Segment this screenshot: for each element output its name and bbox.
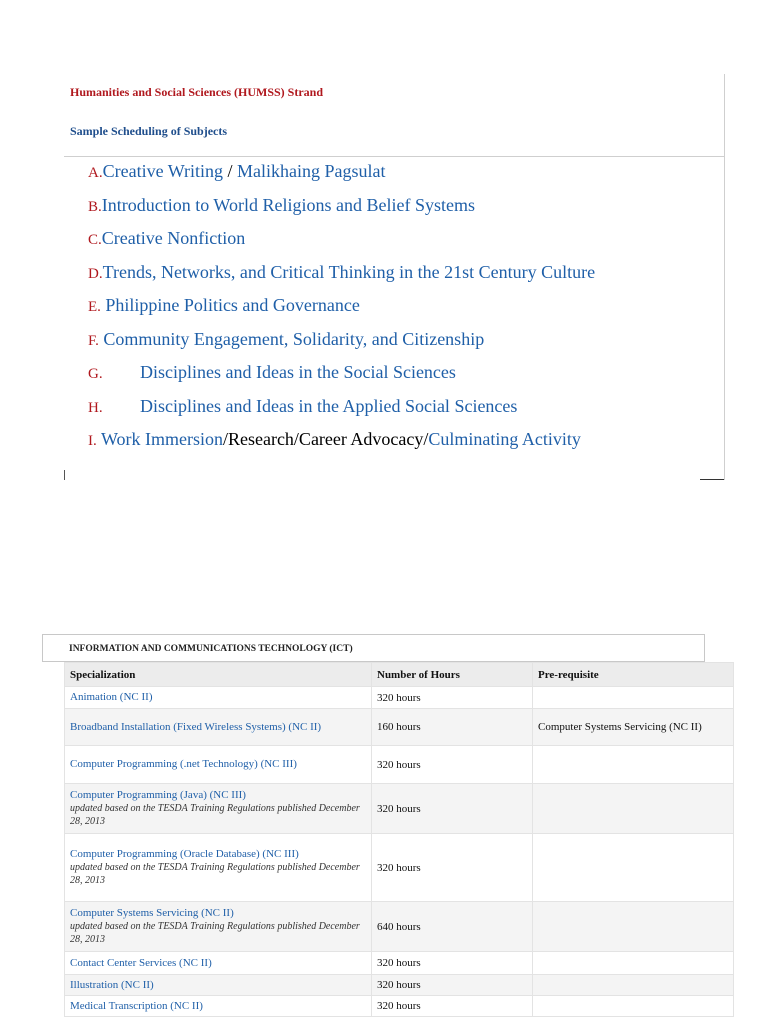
humss-subtitle: Sample Scheduling of Subjects bbox=[70, 124, 228, 138]
spec-cell[interactable]: Computer Systems Servicing (NC II) updated based on the TESDA Training Regulations published December 28, 2013 bbox=[65, 902, 372, 952]
col-hours: Number of Hours bbox=[372, 663, 533, 687]
table-row bbox=[65, 952, 734, 975]
left-rule bbox=[64, 470, 65, 480]
prereq-cell bbox=[533, 687, 734, 709]
col-specialization: Specialization bbox=[65, 663, 372, 687]
subject-f: F. Community Engagement, Solidarity, and Citizenship bbox=[88, 329, 485, 349]
table-row bbox=[65, 834, 734, 902]
col-prerequisite: Pre-requisite bbox=[533, 663, 734, 687]
subject-d-link[interactable]: Trends, Networks, and Critical Thinking in the 21st Century Culture bbox=[102, 262, 596, 282]
table-row bbox=[65, 709, 734, 746]
hours-cell: 640 hours bbox=[372, 902, 533, 952]
hours-cell: 320 hours bbox=[372, 746, 533, 784]
subject-i-link-2[interactable]: Culminating Activity bbox=[428, 429, 581, 449]
spec-cell[interactable]: Computer Programming (Oracle Database) (NC III) updated based on the TESDA Training Regulations published December 28, 2013 bbox=[65, 834, 372, 902]
hours-cell: 320 hours bbox=[372, 784, 533, 834]
hours-cell: 320 hours bbox=[372, 975, 533, 996]
subject-a: A.Creative Writing / Malikhaing Pagsulat bbox=[88, 161, 386, 181]
subject-b-link[interactable]: Introduction to World Religions and Belief Systems bbox=[101, 195, 475, 215]
hours-cell: 320 hours bbox=[372, 834, 533, 902]
subject-g: G. Disciplines and Ideas in the Social Sciences bbox=[88, 362, 456, 382]
subject-b: B.Introduction to World Religions and Belief Systems bbox=[88, 195, 475, 215]
table-header-row bbox=[65, 663, 734, 687]
prereq-cell bbox=[533, 996, 734, 1017]
spec-cell[interactable]: Contact Center Services (NC II) bbox=[65, 952, 372, 975]
prereq-cell bbox=[533, 834, 734, 902]
table-row bbox=[65, 902, 734, 952]
spec-cell[interactable]: Animation (NC II) bbox=[65, 687, 372, 709]
hours-cell: 160 hours bbox=[372, 709, 533, 746]
subject-e: E. Philippine Politics and Governance bbox=[88, 295, 360, 315]
prereq-cell bbox=[533, 784, 734, 834]
spec-cell[interactable]: Medical Transcription (NC II) bbox=[65, 996, 372, 1017]
prereq-cell bbox=[533, 975, 734, 996]
right-rule bbox=[700, 479, 724, 480]
subject-h: H. Disciplines and Ideas in the Applied Social Sciences bbox=[88, 396, 518, 416]
prereq-cell bbox=[533, 902, 734, 952]
spec-cell[interactable]: Broadband Installation (Fixed Wireless Systems) (NC II) bbox=[65, 709, 372, 746]
prereq-cell bbox=[533, 952, 734, 975]
subject-c: C.Creative Nonfiction bbox=[88, 228, 246, 248]
subject-e-link[interactable]: Philippine Politics and Governance bbox=[105, 295, 360, 315]
subject-d: D.Trends, Networks, and Critical Thinking in the 21st Century Culture bbox=[88, 262, 596, 282]
table-row bbox=[65, 996, 734, 1017]
subject-a-link[interactable]: Creative Writing bbox=[102, 161, 224, 181]
table-row bbox=[65, 975, 734, 996]
prereq-cell: Computer Systems Servicing (NC II) bbox=[533, 709, 734, 746]
ict-title: INFORMATION AND COMMUNICATIONS TECHNOLOGY (ICT) bbox=[69, 644, 353, 654]
ict-table bbox=[64, 662, 734, 1017]
subject-i-link[interactable]: Work Immersion bbox=[100, 429, 223, 449]
spec-cell[interactable]: Illustration (NC II) bbox=[65, 975, 372, 996]
update-note: updated based on the TESDA Training Regulations published December 28, 2013 bbox=[70, 862, 360, 886]
spec-cell[interactable]: Computer Programming (.net Technology) (NC III) bbox=[65, 746, 372, 784]
subject-c-link[interactable]: Creative Nonfiction bbox=[101, 228, 246, 248]
hours-cell: 320 hours bbox=[372, 687, 533, 709]
prereq-cell bbox=[533, 746, 734, 784]
table-row bbox=[65, 784, 734, 834]
table-row bbox=[65, 687, 734, 709]
humss-title: Humanities and Social Sciences (HUMSS) Strand bbox=[70, 85, 324, 99]
subject-i: I. Work Immersion/Research/Career Advocacy/Culminating Activity bbox=[88, 429, 581, 449]
spec-cell[interactable]: Computer Programming (Java) (NC III) updated based on the TESDA Training Regulations published December 28, 2013 bbox=[65, 784, 372, 834]
subject-f-link[interactable]: Community Engagement, Solidarity, and Citizenship bbox=[103, 329, 485, 349]
table-row bbox=[65, 746, 734, 784]
subject-h-link[interactable]: Disciplines and Ideas in the Applied Social Sciences bbox=[140, 396, 518, 416]
subject-g-link[interactable]: Disciplines and Ideas in the Social Sciences bbox=[140, 362, 456, 382]
update-note: updated based on the TESDA Training Regulations published December 28, 2013 bbox=[70, 921, 360, 945]
humss-divider bbox=[64, 156, 724, 157]
hours-cell: 320 hours bbox=[372, 952, 533, 975]
ict-header bbox=[42, 634, 705, 662]
hours-cell: 320 hours bbox=[372, 996, 533, 1017]
subject-a-link-2[interactable]: Malikhaing Pagsulat bbox=[237, 161, 386, 181]
update-note: updated based on the TESDA Training Regulations published December 28, 2013 bbox=[70, 803, 360, 827]
